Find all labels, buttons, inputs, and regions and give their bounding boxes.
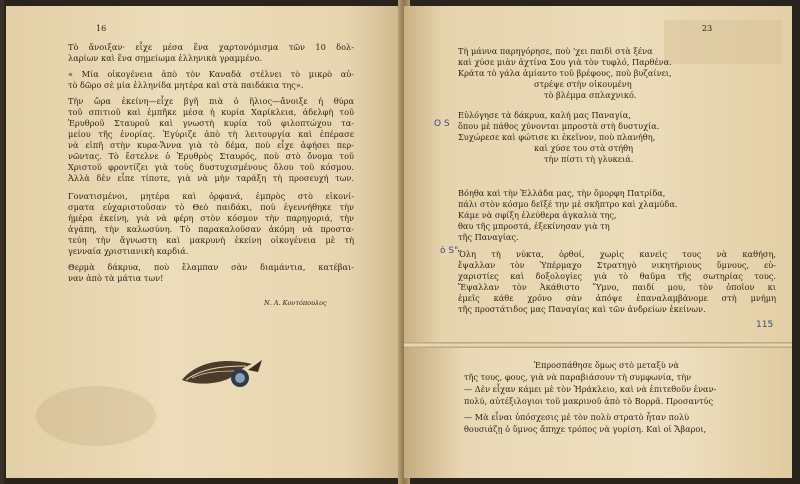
text-line: Ἐρυθροῦ Σταυροῦ καὶ γνωστὴ κυρία τοῦ φιλοπτώχου τα- (68, 118, 354, 128)
text-line: « Μία οἰκογένεια ἀπὸ τὸν Καναδὰ στέλνει τὸ μικρὸ αὐ- (68, 69, 354, 79)
text-line: νῶντας. Τὸ ἔστελνε ὁ Ἐρυθρὸς Σταυρός, ποὺ στὸ ὄνομα τοῦ (68, 151, 354, 161)
text-line: λαρίων καὶ ἕνα σημείωμα ἑλληνικὰ γραμμένο. (68, 53, 263, 63)
verse-line: πάλι στὸν κόσμο δεῖξέ την μὲ σκῆπτρο καὶ χλαμύδα. (458, 199, 678, 209)
prose-line: ἐμεῖς κάθε χρόνο σὰν ἀπόψε ἐπαναλαμβάνομε στὴ μνήμη (458, 293, 776, 303)
verse-line: τῆς Παναγίας. (458, 232, 519, 242)
prose-line: χαριστίες καὶ δοξολογίες γιὰ τὸ θαῦμα τῆς σωτηρίας τους. (458, 271, 776, 281)
paper-patch (664, 20, 782, 64)
text-line: Χριστοῦ φροντίζει γιὰ τοὺς δυστυχισμένους ὅλου τοῦ κόσμου. (68, 162, 354, 172)
underlying-page (404, 348, 792, 478)
verse-line: Τὴ μάννα παρηγόρησε, ποὺ 'χει παιδὶ στὰ ξένα (458, 46, 653, 56)
author-signature: Ν. Α. Κοντόπουλος (264, 299, 327, 307)
text-line: γενναία χριστιανικὴ καρδιά. (68, 246, 189, 256)
verse-line: Κράτα τὸ γάλα ἀμίαντο τοῦ βρέφους, ποὺ βυζαίνει, (458, 68, 672, 78)
text-line: τοῦ σπιτιοῦ καὶ ἐμπῆκε μέσα ἡ κυρία Χαρίκλεια, ἀδελφὴ τοῦ (68, 107, 354, 117)
verse-line: στρέψε στὴν οἰκουμένη (534, 79, 632, 89)
verse-line: τὴν πίστι τὴ γλυκειά. (544, 154, 634, 164)
underlying-line: τῆς τους, φους, γιὰ νὰ παραβιάσουν τὴ συμφωνία, τὴν (464, 372, 692, 382)
text-line: Τὴν ὥρα ἐκείνη—εἶχε βγῆ πιὰ ὁ ἥλιος—ἄνοιξε ἡ θύρα (68, 96, 354, 106)
verse-line: Βόηθα καὶ τὴν Ἑλλάδα μας, τὴν ὄμορφη Πατρίδα, (458, 188, 666, 198)
left-page (6, 6, 404, 478)
verse-line: Εὐλόγησε τὰ δάκρυα, καλή μας Παναγία, (458, 110, 631, 120)
verse-line: καὶ χύσε μιὰν ἀχτίνα Σου γιὰ τὸν τυφλό, Παρθένα. (458, 57, 672, 67)
text-line: ἡμέρα ἐκείνη, γιὰ νὰ φέρη στὸν κόσμον τὴν παρηγοριά, τὴν (68, 213, 354, 223)
text-line: τὸ δῶρο σὲ μία ἑλληνίδα μητέρα καὶ στὰ παιδάκια της». (68, 80, 304, 90)
text-line: νὰ εἰπῆ στὴν κυρα-Ἄννα γιὰ τὸ δέμα, ποὺ εἶχε ἀφήσει περ- (68, 140, 354, 150)
left-page-number: 16 (96, 24, 107, 33)
underlying-line: Ἐπροσπάθησε ὅμως στὸ μεταξὺ νὰ (534, 360, 679, 370)
text-line: ναν ἀπὸ τὰ μάτια των! (68, 273, 164, 283)
text-line: Θερμὰ δάκρυα, ποὺ ἔλαμπαν σὰν διαμάντια, κατέβαι- (68, 262, 354, 272)
text-line: μείου τῆς ἐνορίας. Ἐγύριζε ἀπὸ τὴ λειτουργία καὶ ἐπέρασε (68, 129, 354, 139)
feather-ornament-icon (178, 350, 268, 396)
prose-line: τῆς προστάτιδος μας Παναγίας καὶ τῶν ἀνδρείων ἐκείνων. (458, 304, 706, 314)
right-page-number: 23 (702, 24, 713, 33)
underlying-line: πολύ, αὐτέξιλογιοι τοῦ μακρινοῦ ἀπὸ τὸ Βορρᾶ. Προσαντύς (464, 396, 714, 406)
margin-mark: ὁ S" (440, 246, 459, 256)
margin-mark: Ο S (434, 119, 450, 129)
page-stain (36, 386, 156, 446)
verse-line: θαυ τῆς μπροστά, ἐξεκίνησαν γιὰ τη (458, 221, 610, 231)
text-line: Γονατισμένοι, μητέρα καὶ ὀρφανά, ἐμπρὸς στὸ εἰκονί- (68, 191, 354, 201)
underlying-line: — Μὰ εἶναι ὑπόσχεσις μὲ τὸν πολὺ στρατὸ ἦταν πολὺ (464, 412, 690, 422)
verse-line: Κάμε νὰ σφίξη ἐλεύθερα ἀγκαλιὰ της, (458, 210, 617, 220)
verse-line: ὅπου μὲ πάθος χύνονται μπροστὰ στὴ δυστυχία. (458, 121, 660, 131)
text-line: τεύη τὴν ἄγνωστη καὶ μακρυνὴ ἐκείνη οἰκογένεια μὲ τὴ (68, 235, 354, 245)
text-line: Τὸ ἄνοιξαν· εἶχε μέσα ἕνα χαρτονόμισμα τῶν 10 δολ- (68, 42, 354, 52)
verse-line: τὸ βλέμμα σπλαχνικό. (544, 90, 637, 100)
underlying-line: θουσιάζῃ ὁ ὕμνος ἄπηχε τρόπος νὰ γυρίση. Καὶ οἱ Ἄβαροι, (464, 424, 707, 434)
underlying-line: — Δὲν εἶχαν κάμει μὲ τὸν Ἡράκλειο, καὶ νὰ ἐπιτεθοῦν ἐναν- (464, 384, 717, 394)
right-page (404, 6, 792, 478)
prose-line: ἔψαλλαν τὸν Ὑπέρμαχο Στρατηγὸ νικητήριους ὕμνους, εὐ- (458, 260, 776, 270)
text-line: ἀγάπη, τὴν καλωσύνη. Τὸ παρακαλοῦσαν ἀκόμη νὰ προστα- (68, 224, 354, 234)
prose-line: Ἔψαλλαν τὸν Ἀκάθιστο Ὕμνο, παιδί μου, τὸν ὁποῖον κι (458, 282, 776, 292)
margin-mark: 115 (756, 320, 774, 330)
verse-line: καὶ χύσε του στὰ στήθη (534, 143, 633, 153)
verse-line: Συχώρεσε καὶ φώτισε κι ἐκεῖνον, ποὺ πλανήθη, (458, 132, 656, 142)
text-line: Ἀλλὰ δὲν εἶπε τίποτε, γιὰ νὰ μὴν ταράξη τὴ προσευχή των. (68, 173, 354, 183)
text-line: σματα εὐχαριστοῦσαν τὸ Θεὸ παιδάκι, ποὺ ἐγεννήθηκε τὴν (68, 202, 354, 212)
prose-line: Ὅλη τὴ νύκτα, ὀρθοί, χωρὶς κανεὶς τους νὰ καθήση, (458, 249, 776, 259)
